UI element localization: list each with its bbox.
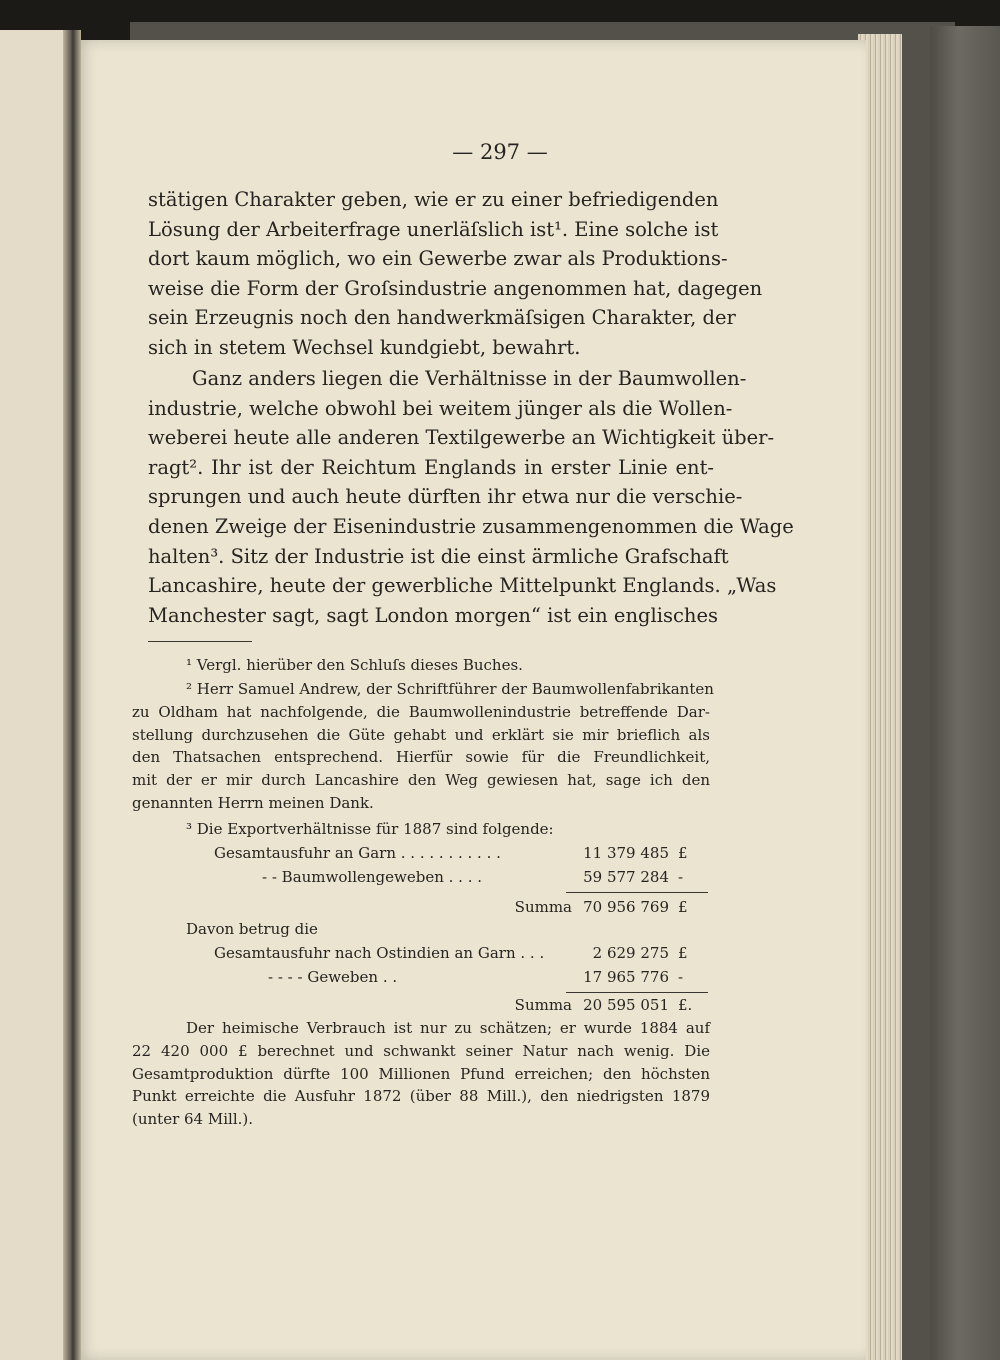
text-line: dort kaum möglich, wo ein Gewerbe zwar als Produktions-	[148, 247, 728, 271]
row-value: 59 577 284	[583, 868, 669, 886]
table-row	[268, 966, 574, 988]
row-unit: £.	[678, 996, 693, 1014]
table-row-unit	[678, 896, 708, 918]
table-row-unit	[678, 842, 708, 864]
row-label: - - Baumwollengeweben . . . .	[262, 868, 483, 886]
text-line: ragt². Ihr ist der Reichtum Englands in erster Linie ent-	[148, 455, 714, 479]
footnote-2	[132, 678, 714, 815]
footnote-1	[132, 654, 710, 677]
table-row	[214, 842, 574, 864]
table-row-unit	[678, 942, 708, 964]
text-line: Lancashire, heute der gewerbliche Mittelpunkt Englands. „Was	[148, 574, 777, 598]
text-line: halten³. Sitz der Industrie ist die einst ärmliche Grafschaft	[148, 544, 729, 568]
footnote-line: Punkt erreichte die Ausfuhr 1872 (über 88 Mill.), den niedrigsten 1879	[132, 1087, 710, 1106]
row-unit: -	[678, 868, 684, 886]
footnote-line: mit der er mir durch Lancashire den Weg gewiesen hat, sage ich den	[132, 771, 710, 790]
text-line: industrie, welche obwohl bei weitem jünger als die Wollen-	[148, 396, 733, 420]
table-row-value	[574, 842, 669, 864]
row-label: Gesamtausfuhr an Garn . . . . . . . . . . .	[214, 844, 501, 862]
table-row-value	[574, 896, 669, 918]
text-line: weise die Form der Groſsindustrie angenommen hat, dagegen	[148, 276, 763, 300]
text-line: sein Erzeugnis noch den handwerkmäſsigen Charakter, der	[148, 306, 736, 330]
row-unit: £	[678, 944, 688, 962]
text-line: denen Zweige der Eisenindustrie zusammengenommen die Wage	[148, 514, 794, 538]
sum-value: 20 595 051	[583, 996, 669, 1014]
footnote-separator	[148, 641, 252, 642]
text-line: Lösung der Arbeiterfrage unerläſslich ist¹. Eine solche ist	[148, 217, 719, 241]
row-label: Gesamtausfuhr nach Ostindien an Garn . . .	[214, 944, 545, 962]
table-row	[480, 896, 574, 918]
footnote-line: zu Oldham hat nachfolgende, die Baumwollenindustrie betreffende Dar-	[132, 702, 710, 721]
text-line: sich in stetem Wechsel kundgiebt, bewahrt.	[148, 335, 581, 359]
table-note	[186, 918, 486, 940]
footnote-line: ¹ Vergl. hierüber den Schluſs dieses Buches.	[186, 656, 523, 674]
footnote-line: genannten Herrn meinen Dank.	[132, 793, 374, 812]
footnote-line: stellung durchzusehen die Güte gehabt und erklärt sie mir brieflich als	[132, 725, 710, 744]
row-unit: -	[678, 968, 684, 986]
sum-label: Summa	[514, 898, 572, 916]
text-line: Ganz anders liegen die Verhältnisse in der Baumwollen-	[192, 367, 747, 390]
table-row-value	[574, 966, 669, 988]
table-row	[480, 994, 574, 1016]
footnote-line: Gesamtproduktion dürfte 100 Millionen Pfund erreichen; den höchsten	[132, 1064, 710, 1083]
table-row	[214, 942, 574, 964]
text-line: Manchester sagt, sagt London morgen“ ist ein englisches	[148, 603, 719, 627]
paragraph-2	[148, 364, 794, 630]
table-row-value	[574, 942, 669, 964]
row-unit: £	[678, 844, 688, 862]
footnote-3	[132, 818, 710, 841]
footnote-line: den Thatsachen entsprechend. Hierfür sowie für die Freundlichkeit,	[132, 748, 710, 767]
cover-edge	[930, 26, 1000, 1360]
footnote-line: (unter 64 Mill.).	[132, 1110, 254, 1129]
sum-rule	[566, 992, 708, 993]
paragraph-1	[148, 185, 763, 363]
text-line: stätigen Charakter geben, wie er zu einer befriedigenden	[148, 188, 719, 211]
table-row-unit	[678, 994, 708, 1016]
row-unit: £	[678, 898, 688, 916]
page-number: — 297 —	[452, 140, 548, 164]
footnote-line: 22 420 000 £ berechnet und schwankt seiner Natur nach wenig. Die	[132, 1041, 710, 1060]
row-value: 11 379 485	[583, 844, 669, 862]
footnote-line: ² Herr Samuel Andrew, der Schriftführer der Baumwollenfabrikanten	[186, 680, 714, 698]
table-row-unit	[678, 966, 708, 988]
text-line: weberei heute alle anderen Textilgewerbe an Wichtigkeit über-	[148, 426, 775, 450]
row-label: - - - - Geweben . .	[268, 968, 398, 986]
text-line: sprungen und auch heute dürften ihr etwa nur die verschie-	[148, 485, 743, 509]
footnote-line: Der heimische Verbrauch ist nur zu schätzen; er wurde 1884 auf	[186, 1019, 710, 1037]
row-value: 2 629 275	[592, 944, 669, 962]
davon-label: Davon betrug die	[186, 920, 318, 938]
table-row-value	[574, 866, 669, 888]
footnote-3-continued	[132, 1017, 710, 1131]
sum-value: 70 956 769	[583, 898, 669, 916]
row-value: 17 965 776	[583, 968, 669, 986]
table-row-unit	[678, 866, 708, 888]
footnote-line: ³ Die Exportverhältnisse für 1887 sind folgende:	[186, 820, 554, 838]
sum-rule	[566, 892, 708, 893]
table-row	[262, 866, 574, 888]
sum-label: Summa	[514, 996, 572, 1014]
book-gutter	[63, 30, 81, 1360]
table-row-value	[574, 994, 669, 1016]
